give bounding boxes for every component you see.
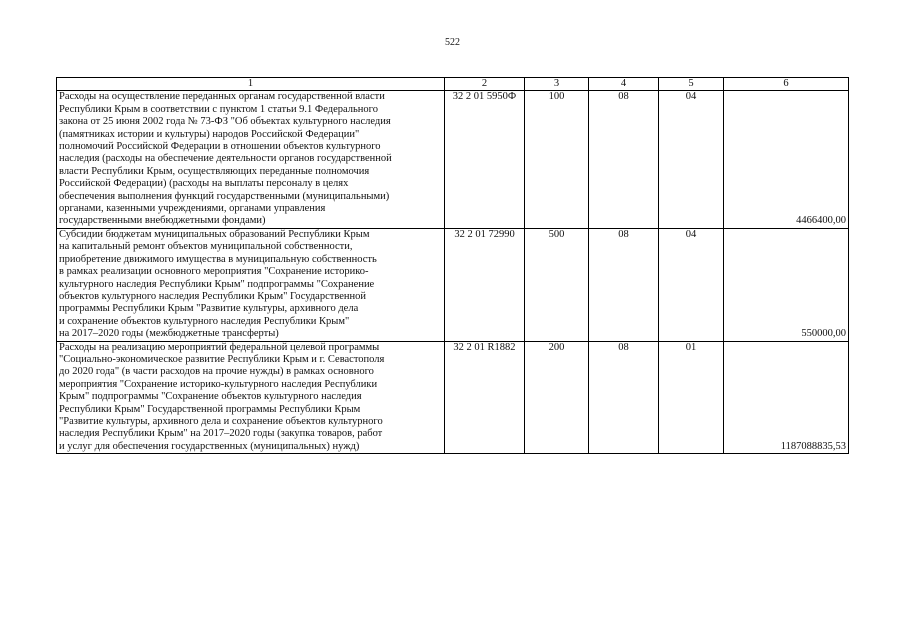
row-description [57,341,445,454]
description-line: до 2020 года" (в части расходов на прочие нужды) в рамках основного [59,366,374,378]
row-col5: 01 [659,341,724,454]
row-code: 32 2 01 72990 [445,228,525,341]
row-code: 32 2 01 R1882 [445,341,525,454]
description-line: закона от 25 июня 2002 года № 73-ФЗ "Об объектах культурного наследия [59,116,391,128]
table-row [57,91,849,228]
description-line: объектов культурного наследия Республики Крым" Государственной [59,290,366,302]
row-description [57,228,445,341]
description-line: "Социально-экономическое развитие Республики Крым и г. Севастополя [59,353,385,365]
description-line: наследия Республики Крым" на 2017–2020 годы (закупка товаров, работ [59,428,383,440]
budget-table [56,77,849,454]
description-line: "Развитие культуры, архивного дела и сохранение объектов культурного [59,415,383,427]
row-amount: 550000,00 [724,228,849,341]
row-amount: 1187088835,53 [724,341,849,454]
description-line: власти Республики Крым, осуществляющих переданные полномочия [59,165,370,177]
description-line: в рамках реализации основного мероприятия "Сохранение историко- [59,266,369,278]
description-line: полномочий Российской Федерации в отношении объектов культурного [59,141,381,153]
row-col4: 08 [589,228,659,341]
row-col3: 100 [525,91,589,228]
row-code: 32 2 01 5950Ф [445,91,525,228]
row-description [57,91,445,228]
header-row [57,78,849,91]
row-col3: 200 [525,341,589,454]
description-line: программы Республики Крым "Развитие культуры, архивного дела [59,303,359,315]
column-header-1: 1 [57,78,445,91]
row-col5: 04 [659,228,724,341]
description-line: Крым" подпрограммы "Сохранение объектов культурного наследия [59,391,362,403]
row-amount: 4466400,00 [724,91,849,228]
row-col5: 04 [659,91,724,228]
description-line: обеспечения выполнения функций государственными (муниципальными) [59,190,390,202]
description-line: (памятниках истории и культуры) народов Российской Федерации" [59,128,360,140]
description-line: наследия (расходы на обеспечение деятельности органов государственной [59,153,392,165]
description-line: государственными внебюджетными фондами) [59,215,266,227]
description-line: Республики Крым в соответствии с пунктом 1 статьи 9.1 Федерального [59,103,378,115]
column-header-3: 3 [525,78,589,91]
description-line: на капитальный ремонт объектов муниципальной собственности, [59,241,353,253]
table-row [57,228,849,341]
row-col3: 500 [525,228,589,341]
description-line: мероприятия "Сохранение историко-культурного наследия Республики [59,378,378,390]
row-col4: 08 [589,341,659,454]
description-line: и сохранение объектов культурного наследия Республики Крым" [59,315,350,327]
column-header-2: 2 [445,78,525,91]
table-row [57,341,849,454]
description-line: культурного наследия Республики Крым" подпрограммы "Сохранение [59,278,375,290]
page-number: 522 [445,37,460,48]
description-line: Субсидии бюджетам муниципальных образований Республики Крым [59,228,370,240]
column-header-6: 6 [724,78,849,91]
description-line: Расходы на реализацию мероприятий федеральной целевой программы [59,341,380,353]
description-line: Расходы на осуществление переданных органам государственной власти [59,91,385,103]
description-line: и услуг для обеспечения государственных (муниципальных) нужд) [59,440,360,452]
column-header-5: 5 [659,78,724,91]
row-col4: 08 [589,91,659,228]
description-line: органами, казенными учреждениями, органами управления [59,203,326,215]
description-line: Российской Федерации) (расходы на выплаты персоналу в целях [59,178,349,190]
description-line: на 2017–2020 годы (межбюджетные трансферты) [59,328,279,340]
column-header-4: 4 [589,78,659,91]
description-line: приобретение движимого имущества в муниципальную собственность [59,253,377,265]
description-line: Республики Крым" Государственной программы Республики Крым [59,403,361,415]
